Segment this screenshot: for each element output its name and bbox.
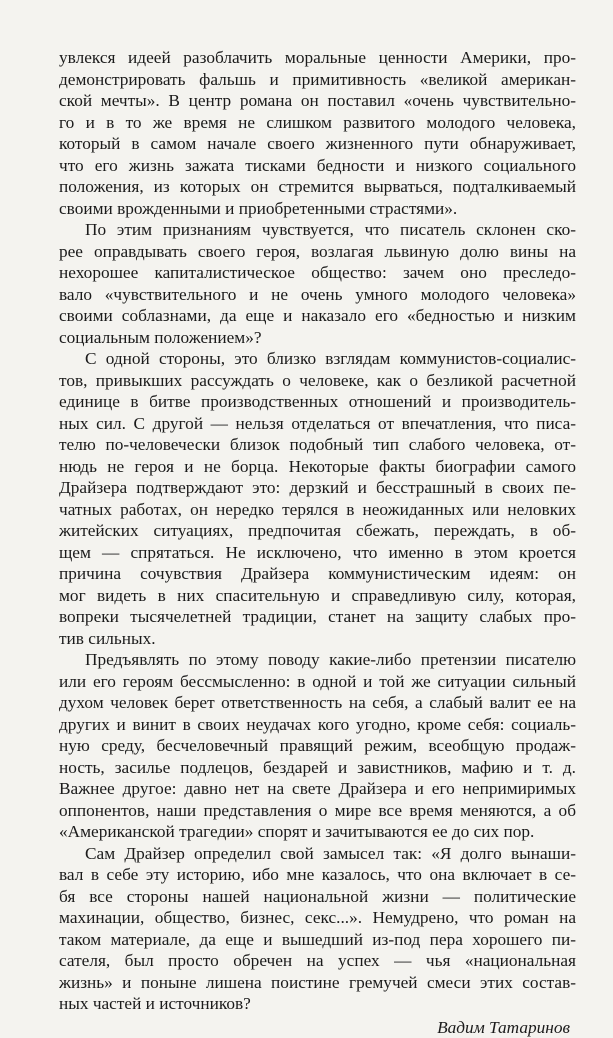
text-line: единице в битве производственных отношений и производитель- [59, 391, 576, 413]
text-line: или его героям бессмысленно: в одной и той же ситуации сильный [59, 671, 576, 693]
text-line: сателя, был просто обречен на успех — чья «национальная [59, 950, 576, 972]
paragraph-3 [59, 348, 576, 649]
text-line: других и винит в своих неудачах кого угодно, кроме себя: социаль- [59, 714, 576, 736]
text-line: причина сочувствия Драйзера коммунистическим идеям: он [59, 563, 576, 585]
text-line: телю по-человечески близок подобный тип слабого человека, от- [59, 434, 576, 456]
text-line: своими соблазнами, да еще и наказало его «бедностью и низким [59, 305, 576, 327]
text-line: щем — спрятаться. Не исключено, что именно в этом кроется [59, 542, 576, 564]
text-line: бя все стороны нашей национальной жизни — политические [59, 886, 576, 908]
text-line: нюдь не героя и не борца. Некоторые факты биографии самого [59, 456, 576, 478]
text-line: социальным положением»? [59, 327, 576, 349]
text-line: нехорошее капиталистическое общество: зачем оно преследо- [59, 262, 576, 284]
text-line: Драйзера подтверждают это: дерзкий и бесстрашный в своих пе- [59, 477, 576, 499]
text-line: положения, из которых он стремится вырваться, подталкиваемый [59, 176, 576, 198]
text-line: духом человек берет ответственность на себя, а слабый валит ее на [59, 692, 576, 714]
text-line: что его жизнь зажата тисками бедности и низкого социального [59, 155, 576, 177]
text-line: вало «чувствительного и не очень умного молодого человека» [59, 284, 576, 306]
paragraph-2 [59, 219, 576, 348]
text-line: жизнь» и поныне лишена поистине гремучей смеси этих состав- [59, 972, 576, 994]
text-line: ской мечты». В центр романа он поставил «очень чувствительно- [59, 90, 576, 112]
paragraph-4 [59, 649, 576, 843]
text-line: оппонентов, наши представления о мире все время меняются, а об [59, 800, 576, 822]
text-line: го и в то же время не слишком развитого молодого человека, [59, 112, 576, 134]
text-line: таком материале, да еще и вышедший из-под пера хорошего пи- [59, 929, 576, 951]
text-line: тов, привыкших рассуждать о человеке, как о безликой расчетной [59, 370, 576, 392]
text-line: «Американской трагедии» спорят и зачитываются ее до сих пор. [59, 821, 576, 843]
text-line: Важнее другое: давно нет на свете Драйзера и его непримиримых [59, 778, 576, 800]
text-line: вал в себе эту историю, ибо мне казалось, что она включает в се- [59, 864, 576, 886]
article-page [59, 47, 576, 1038]
text-line: увлекся идеей разоблачить моральные ценности Америки, про- [59, 47, 576, 69]
text-line: рее оправдывать своего героя, возлагая львиную долю вины на [59, 241, 576, 263]
text-line: Сам Драйзер определил свой замысел так: «Я долго вынаши- [59, 843, 576, 865]
text-line: вопреки тысячелетней традиции, станет на защиту слабых про- [59, 606, 576, 628]
text-line: который в самом начале своего жизненного пути обнаруживает, [59, 133, 576, 155]
paragraph-5 [59, 843, 576, 1015]
text-line: С одной стороны, это близко взглядам коммунистов-социалис- [59, 348, 576, 370]
text-line: ную среду, бесчеловечный правящий режим, всеобщую продаж- [59, 735, 576, 757]
text-line: ность, засилье подлецов, бездарей и завистников, мафию и т. д. [59, 757, 576, 779]
text-line: демонстрировать фальшь и примитивность «великой американ- [59, 69, 576, 91]
paragraph-1 [59, 47, 576, 219]
text-line: тив сильных. [59, 628, 576, 650]
author-signature: Вадим Татаринов [59, 1017, 576, 1038]
text-line: ных частей и источников? [59, 993, 576, 1015]
text-line: мог видеть в них спасительную и справедливую силу, которая, [59, 585, 576, 607]
text-line: своими врожденными и приобретенными страстями». [59, 198, 576, 220]
text-line: ных сил. С другой — нельзя отделаться от впечатления, что писа- [59, 413, 576, 435]
text-line: Предъявлять по этому поводу какие-либо претензии писателю [59, 649, 576, 671]
text-line: махинации, общество, бизнес, секс...». Немудрено, что роман на [59, 907, 576, 929]
text-line: чатных работах, он нередко терялся в неожиданных или неловких [59, 499, 576, 521]
text-line: По этим признаниям чувствуется, что писатель склонен ско- [59, 219, 576, 241]
text-line: житейских ситуациях, предпочитая сбежать, переждать, в об- [59, 520, 576, 542]
